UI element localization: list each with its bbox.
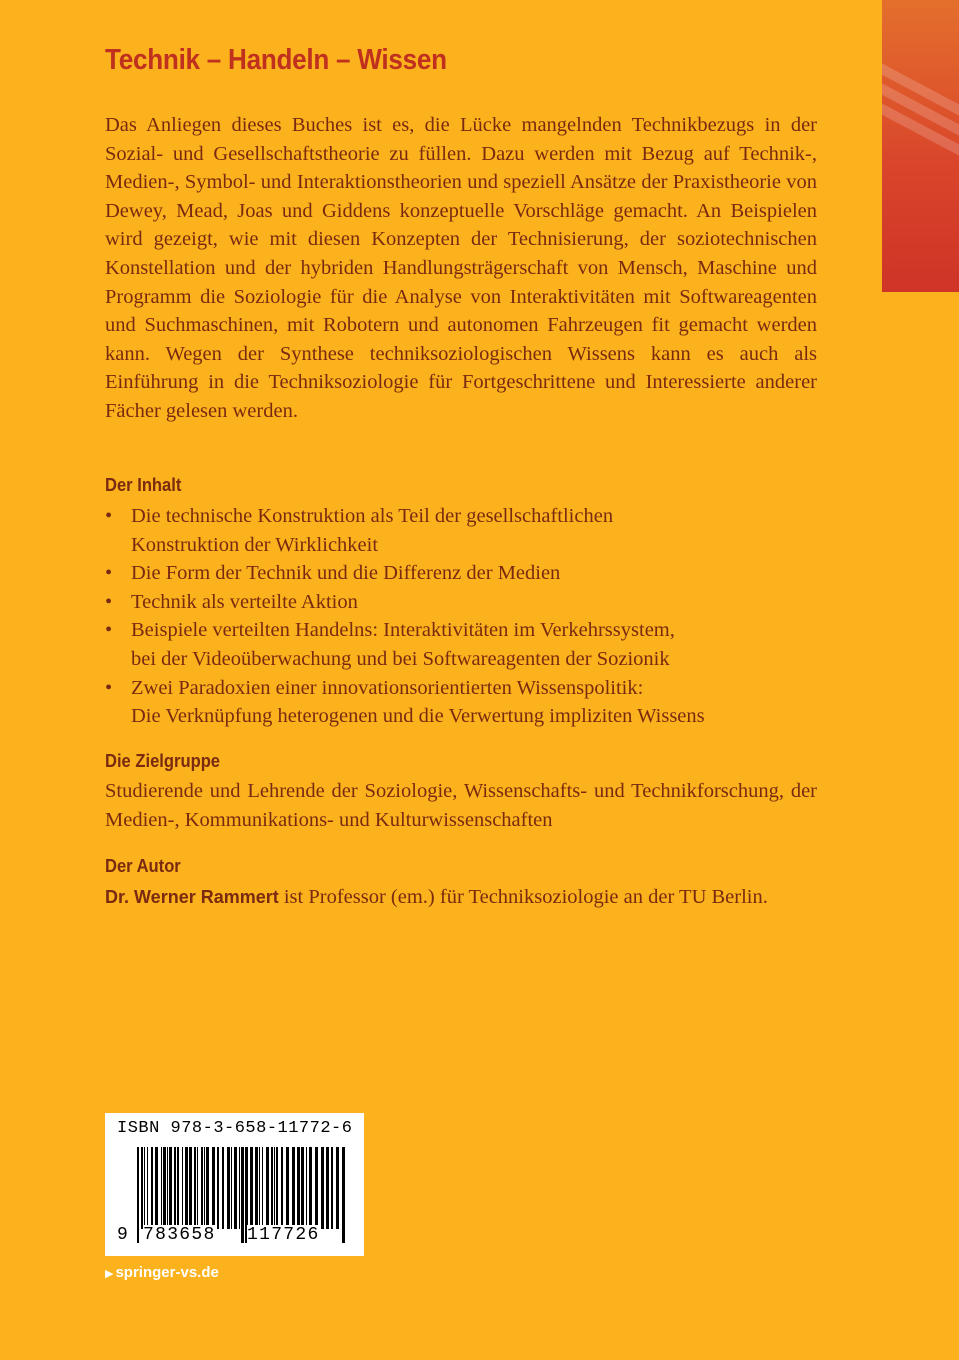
author-text: Dr. Werner Rammert ist Professor (em.) für Techniksoziologie an der TU Berlin. xyxy=(105,886,768,908)
list-item: • Zwei Paradoxien einer innovationsorientierten Wissenspolitik: Die Verknüpfung heterogenen und die Verwertung impliziten Wissens xyxy=(105,674,825,731)
play-arrow-icon: ▶ xyxy=(105,1268,114,1280)
author-name: Dr. Werner Rammert xyxy=(105,887,279,907)
bullet-icon: • xyxy=(105,505,113,527)
list-item: • Technik als verteilte Aktion xyxy=(105,588,825,617)
contents-list xyxy=(105,502,825,731)
book-title: Technik – Handeln – Wissen xyxy=(105,44,447,76)
list-item: • Beispiele verteilten Handelns: Interaktivitäten im Verkehrssystem, bei der Videoüberwachung und bei Softwareagenten der Sozionik xyxy=(105,616,825,673)
website-link[interactable]: ▶ springer-vs.de xyxy=(105,1264,219,1281)
bullet-icon: • xyxy=(105,562,113,585)
audience-text: Studierende und Lehrende der Soziologie, Wissenschafts- und Technikforschung, der Medien-, Kommunikations- und Kulturwissenschaften xyxy=(105,780,817,831)
corner-accent xyxy=(882,0,959,292)
list-item: • Die technische Konstruktion als Teil der gesellschaftlichen Konstruktion der Wirklichkeit xyxy=(105,502,825,559)
audience-heading: Die Zielgruppe xyxy=(105,751,221,771)
contents-heading: Der Inhalt xyxy=(105,475,182,495)
bullet-icon: • xyxy=(105,676,113,699)
bullet-icon: • xyxy=(105,590,113,613)
book-blurb: Das Anliegen dieses Buches ist es, die Lücke mangelnden Technikbezugs in der Sozial- und Gesellschaftstheorie zu füllen. Dazu werden mit Bezug auf Technik-, Medien-, Symbol- und Interaktionstheorien und speziell Ansätze der Praxistheorie von Dewey, Mead, Joas und Giddens konzeptuelle Vorschläge gemacht. An Beispielen wird gezeigt, wie mit diesen Konzepten der Technisierung, der soziotechnischen Konstellation und der hybriden Handlungsträgerschaft von Mensch, Maschine und Programm die Soziologie für die Analyse von Interaktivitäten mit Softwareagenten und Suchmaschinen, mit Robotern und autonomen Fahrzeugen fit gemacht werden kann. Wegen der Synthese techniksoziologischen Wissens kann es auch als Einführung in die Techniksoziologie für Fortgeschrittene und Interessierte anderer Fächer gelesen werden. xyxy=(105,114,817,422)
isbn-label: ISBN 978-3-658-11772-6 xyxy=(117,1119,353,1138)
author-heading: Der Autor xyxy=(105,856,181,876)
list-item: • Die Form der Technik und die Differenz der Medien xyxy=(105,559,825,588)
isbn-barcode: ISBN 978-3-658-11772-6 9 783658 117726 xyxy=(105,1113,364,1256)
bullet-icon: • xyxy=(105,619,113,642)
